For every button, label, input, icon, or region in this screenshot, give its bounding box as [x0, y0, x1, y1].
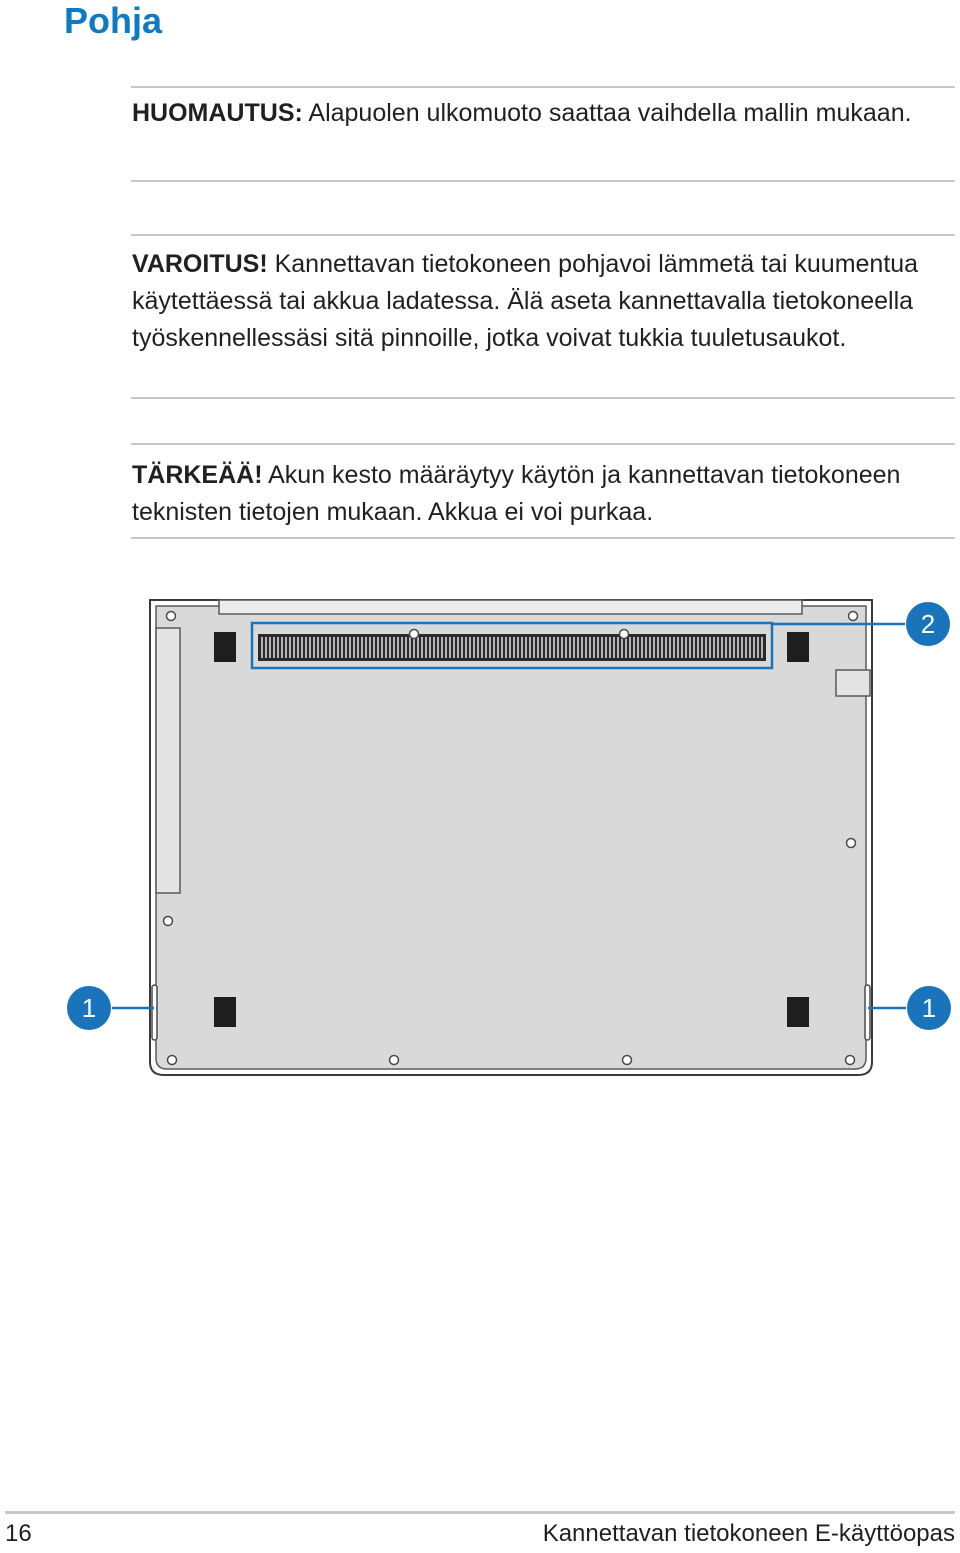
warning-text: Kannettavan tietokoneen pohjavoi lämmetä tai kuumentua käytettäessä tai akkua ladatessa. Älä aseta kannettavalla tietokoneella työskennellessäsi sitä pinnoille, jotka voivat tukkia tuuletusaukot.: [132, 250, 919, 352]
callout-badge-right: [907, 986, 951, 1030]
screw: [849, 612, 858, 621]
important-label: TÄRKEÄÄ!: [132, 461, 263, 489]
screw: [410, 630, 419, 639]
svg-text:1: 1: [921, 993, 937, 1023]
divider: [131, 234, 955, 236]
note-text: Alapuolen ulkomuoto saattaa vaihdella mallin mukaan.: [302, 99, 912, 127]
divider: [131, 537, 955, 539]
important-text: Akun kesto määräytyy käytön ja kannettavan tietokoneen teknisten tietojen mukaan. Akkua ei voi purkaa.: [132, 461, 901, 526]
divider: [131, 86, 955, 88]
divider: [131, 397, 955, 399]
page-number: 16: [5, 1520, 32, 1547]
note-notice: [132, 95, 952, 132]
screw: [847, 839, 856, 848]
svg-text:2: 2: [920, 609, 936, 639]
screw: [846, 1056, 855, 1065]
speaker-grille: [152, 985, 157, 1040]
screw: [620, 630, 629, 639]
page-title: Pohja: [64, 0, 163, 41]
divider: [131, 180, 955, 182]
screw: [623, 1056, 632, 1065]
screw: [390, 1056, 399, 1065]
rubber-foot: [787, 632, 809, 662]
laptop-body: [150, 600, 872, 1075]
rubber-foot: [787, 997, 809, 1027]
callout-badge-left: [67, 986, 111, 1030]
warning-label: VAROITUS!: [132, 250, 268, 278]
callout-badge-vent: [906, 602, 950, 646]
speaker-grille: [865, 985, 870, 1040]
laptop-bottom-diagram: [0, 580, 960, 1090]
screw: [164, 917, 173, 926]
footer-divider: [5, 1511, 955, 1514]
screw: [167, 612, 176, 621]
warning-notice: [132, 246, 952, 357]
important-notice: [132, 457, 952, 531]
manual-title: Kannettavan tietokoneen E-käyttöopas: [542, 1520, 955, 1547]
rubber-foot: [214, 997, 236, 1027]
note-label: HUOMAUTUS:: [132, 99, 303, 127]
rubber-foot: [214, 632, 236, 662]
svg-text:1: 1: [81, 993, 97, 1023]
divider: [131, 443, 955, 445]
screw: [168, 1056, 177, 1065]
